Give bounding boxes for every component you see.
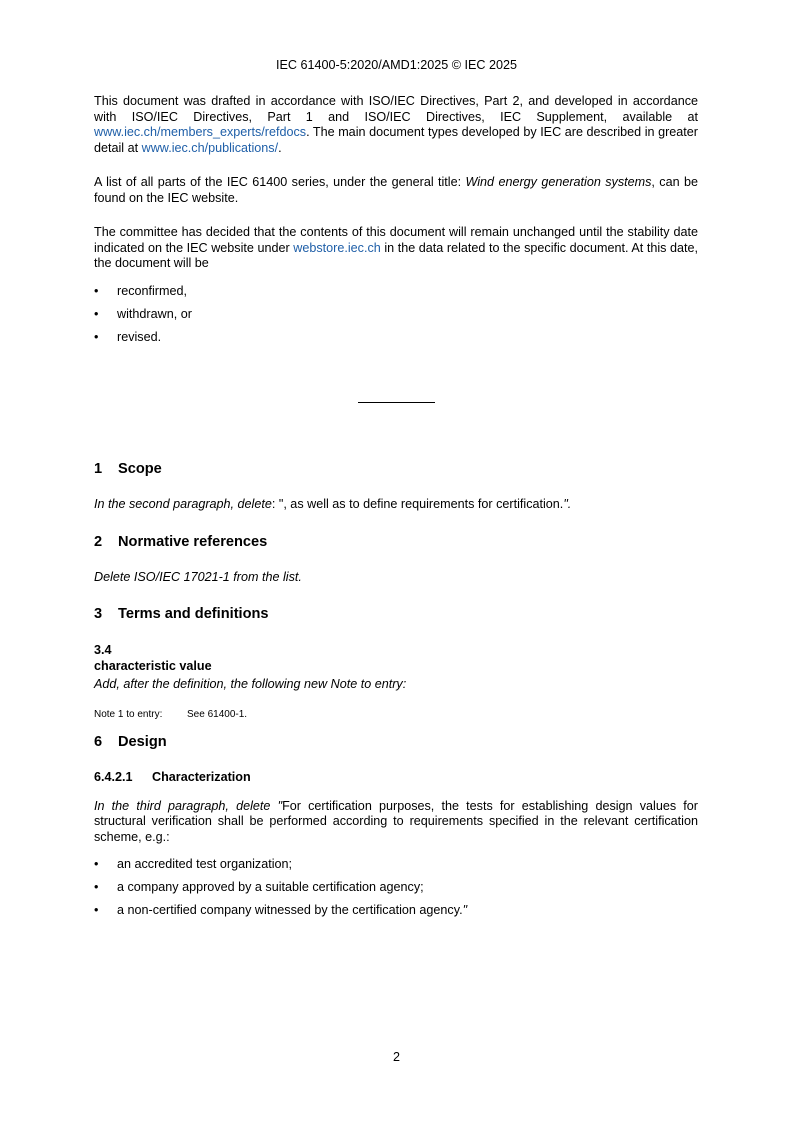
term-name: characteristic value [94,659,212,673]
text: ". [563,497,572,511]
closing-quote: " [462,903,468,917]
list-item [94,903,698,926]
list-item [94,880,698,903]
link-refdocs[interactable]: www.iec.ch/members_experts/refdocs [94,125,307,139]
normative-instruction: Delete ISO/IEC 17021-1 from the list. [94,569,302,584]
text: in the data related to the specific document. At this date, the document will be [94,240,699,270]
note-to-entry [94,708,698,722]
section-heading-scope [94,460,698,478]
section-number: 1 [94,461,103,477]
list-item-text: withdrawn, or [117,306,192,321]
design-instruction [94,799,698,846]
subsection-number: 6.4.2.1 [94,769,133,784]
text: This document was drafted in accordance with ISO/IEC Directives, Part 2, and developed in accordance with ISO/IEC Directives, Part 1 and ISO/IEC Directives, IEC Supplement, available at [94,94,698,124]
text: The committee has decided that the contents of this document will remain unchanged until the stability date indicated on the IEC website under [94,225,698,255]
note-label: Note 1 to entry: [94,708,163,720]
bullet-icon: • [94,283,99,298]
amendment-body [94,460,698,926]
section-heading-design [94,733,698,751]
section-heading-terms [94,605,698,623]
text: In the second paragraph, delete [94,497,272,511]
intro-paragraph-stability [94,225,698,272]
section-title: Normative references [118,533,268,550]
text: : " [271,497,284,511]
section-number: 2 [94,533,103,550]
stability-options-list [94,284,698,353]
text: , can be found on the IEC website. [94,175,698,205]
section-number: 3 [94,606,103,622]
text: A list of all parts of the IEC 61400 series, under the general title: [94,175,466,189]
bullet-icon: • [94,903,99,917]
list-item-text: a company approved by a suitable certification agency; [117,880,424,894]
list-item-text: an accredited test organization; [117,857,293,871]
section-heading-normative [94,533,698,551]
text: In the third paragraph, delete " [94,798,283,813]
section-number: 6 [94,733,103,750]
text: For certification purposes, the tests for establishing design values for structural verification shall be performed according to requirements specified in the relevant certification scheme, e.g.: [94,798,699,844]
bullet-icon: • [94,857,99,871]
section-title: Scope [118,461,162,477]
text: . The main document types developed by IEC are described in greater detail at [94,125,698,155]
intro-section [94,94,698,353]
bullet-icon: • [94,329,99,344]
series-title: Wind energy generation systems [465,175,652,189]
intro-paragraph-series [94,175,698,206]
intro-paragraph-directives [94,94,698,156]
list-item-text: revised. [117,329,162,344]
term-number: 3.4 [94,643,112,657]
separator-line [358,402,435,403]
scope-instruction [94,497,698,513]
list-item [94,307,698,330]
terms-instruction: Add, after the definition, the following new Note to entry: [94,677,407,691]
test-organization-list [94,857,698,926]
note-text: See 61400-1. [187,708,248,720]
page-number: 2 [392,1050,400,1064]
list-item-text: reconfirmed, [117,283,187,298]
list-item [94,330,698,353]
link-publications[interactable]: www.iec.ch/publications/ [141,140,279,155]
list-item-text: a non-certified company witnessed by the certification agency. [117,903,463,917]
section-title: Design [118,733,167,750]
list-item [94,284,698,307]
link-webstore[interactable]: webstore.iec.ch [293,240,381,255]
page-header: IEC 61400-5:2020/AMD1:2025 © IEC 2025 [275,58,517,72]
text: , as well as to define requirements for certification. [283,497,564,511]
section-title: Terms and definitions [118,606,269,622]
text: . [278,140,282,155]
subsection-title: Characterization [152,769,251,784]
bullet-icon: • [94,306,99,321]
subsection-heading-characterization [94,769,698,785]
list-item [94,857,698,880]
bullet-icon: • [94,880,99,894]
